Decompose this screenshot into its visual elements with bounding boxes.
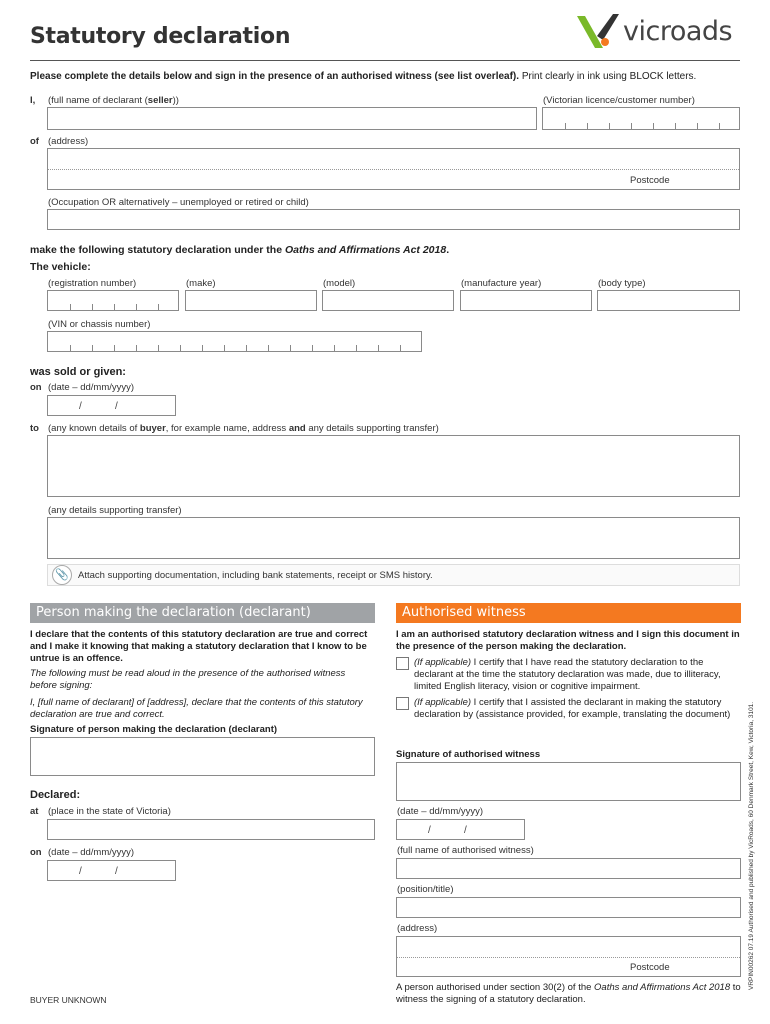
assistance-check-text: (If applicable) I certify that I assisted the declarant in making the statutory declaration by (assistance provided, for example, translating the document) — [414, 697, 731, 720]
brand-name: vicroads — [623, 16, 733, 47]
witness-name-label: (full name of authorised witness) — [397, 845, 534, 856]
licence-label: (Victorian licence/customer number) — [543, 95, 695, 106]
declared-date-field[interactable]: / / — [47, 860, 176, 881]
declared-heading: Declared: — [30, 789, 81, 801]
buyer-details-field[interactable] — [47, 435, 740, 497]
body-type-field[interactable] — [597, 290, 740, 311]
i-label: I, — [30, 95, 36, 106]
declared-date-label: (date – dd/mm/yyyy) — [48, 847, 135, 858]
model-label: (model) — [323, 278, 356, 289]
body-type-label: (body type) — [598, 278, 646, 289]
registration-field[interactable] — [47, 290, 179, 311]
oath-text: I, [full name of declarant] of [address], declare that the contents of this statutory declaration are true and correct. — [30, 697, 363, 720]
declared-place-label: (place in the state of Victoria) — [48, 806, 171, 817]
read-aloud-instruction: The following must be read aloud in the presence of the authorised witness before signing: — [30, 668, 346, 691]
witness-intro: I am an authorised statutory declaration witness and I sign this document in the presence of the person making the declaration. — [396, 629, 740, 652]
vin-label: (VIN or chassis number) — [48, 319, 151, 330]
witness-date-field[interactable]: / / — [396, 819, 525, 840]
page-title: Statutory declaration — [30, 24, 291, 49]
sold-date-field[interactable]: / / — [47, 395, 176, 416]
witness-position-field[interactable] — [396, 897, 741, 918]
of-label: of — [30, 136, 39, 147]
transfer-details-field[interactable] — [47, 517, 740, 559]
witness-postcode-label: Postcode — [630, 962, 670, 973]
witness-footer: A person authorised under section 30(2) of the Oaths and Affirmations Act 2018 to witness the signing of a statutory declaration. — [396, 982, 741, 1005]
buyer-label: (any known details of buyer, for example name, address and any details supporting transfer) — [48, 423, 439, 434]
attach-note — [47, 564, 740, 586]
witness-position-label: (position/title) — [397, 884, 454, 895]
vin-field[interactable] — [47, 331, 422, 352]
declarant-signature-field[interactable] — [30, 737, 375, 776]
declare-statement: I declare that the contents of this statutory declaration are true and correct and I make it knowing that making a statutory declaration that I know to be untrue is an offence. — [30, 629, 368, 664]
address-label: (address) — [48, 136, 89, 147]
assistance-checkbox[interactable] — [396, 697, 409, 710]
witness-section-heading: Authorised witness — [396, 603, 741, 623]
to-label: to — [30, 423, 39, 434]
witness-address-label: (address) — [397, 923, 438, 934]
illiteracy-check-text: (If applicable) I certify that I have read the statutory declaration to the declarant at the time the statutory declaration was made, due to illiteracy, limited English literacy, vision or cognitive impairment. — [414, 657, 721, 692]
vicroads-logo-icon — [575, 12, 625, 52]
buyer-unknown-note: BUYER UNKNOWN — [30, 995, 107, 1005]
paperclip-icon: 📎 — [52, 565, 72, 585]
vicroads-logo — [575, 12, 745, 54]
registration-label: (registration number) — [48, 278, 137, 289]
postcode-label: Postcode — [630, 175, 670, 186]
statement-text: make the following statutory declaration under the Oaths and Affirmations Act 2018. — [30, 244, 450, 256]
witness-date-label: (date – dd/mm/yyyy) — [397, 806, 484, 817]
witness-signature-label: Signature of authorised witness — [396, 749, 541, 760]
declarant-name-label: (full name of declarant (seller)) — [48, 95, 179, 106]
declared-place-field[interactable] — [47, 819, 375, 840]
declarant-signature-label: Signature of person making the declaration (declarant) — [30, 724, 278, 735]
attach-text: Attach supporting documentation, including bank statements, receipt or SMS history. — [78, 570, 433, 581]
sold-date-label: (date – dd/mm/yyyy) — [48, 382, 135, 393]
model-field[interactable] — [322, 290, 454, 311]
manufacture-year-field[interactable] — [460, 290, 592, 311]
witness-address-field[interactable] — [396, 936, 741, 977]
illiteracy-checkbox[interactable] — [396, 657, 409, 670]
vehicle-heading: The vehicle: — [30, 261, 91, 273]
witness-name-field[interactable] — [396, 858, 741, 879]
make-field[interactable] — [185, 290, 317, 311]
transfer-details-label: (any details supporting transfer) — [48, 505, 182, 516]
header-divider — [30, 60, 740, 61]
witness-signature-field[interactable] — [396, 762, 741, 801]
declared-on-label: on — [30, 847, 42, 858]
sold-heading: was sold or given: — [30, 366, 126, 378]
manufacture-year-label: (manufacture year) — [461, 278, 542, 289]
make-label: (make) — [186, 278, 216, 289]
licence-number-field[interactable] — [542, 107, 740, 130]
intro-text: Please complete the details below and sign in the presence of an authorised witness (see list overleaf). Print clearly in ink using BLOCK letters. — [30, 71, 697, 82]
declarant-name-field[interactable] — [47, 107, 537, 130]
declared-at-label: at — [30, 806, 39, 817]
publisher-note: VRPIN00262 07.19 Authorised and published by VicRoads, 60 Denmark Street, Kew, Victoria, 3101. — [748, 701, 755, 990]
declarant-section-heading: Person making the declaration (declarant) — [30, 603, 375, 623]
occupation-field[interactable] — [47, 209, 740, 230]
occupation-label: (Occupation OR alternatively – unemployed or retired or child) — [48, 197, 309, 208]
sold-on-label: on — [30, 382, 42, 393]
